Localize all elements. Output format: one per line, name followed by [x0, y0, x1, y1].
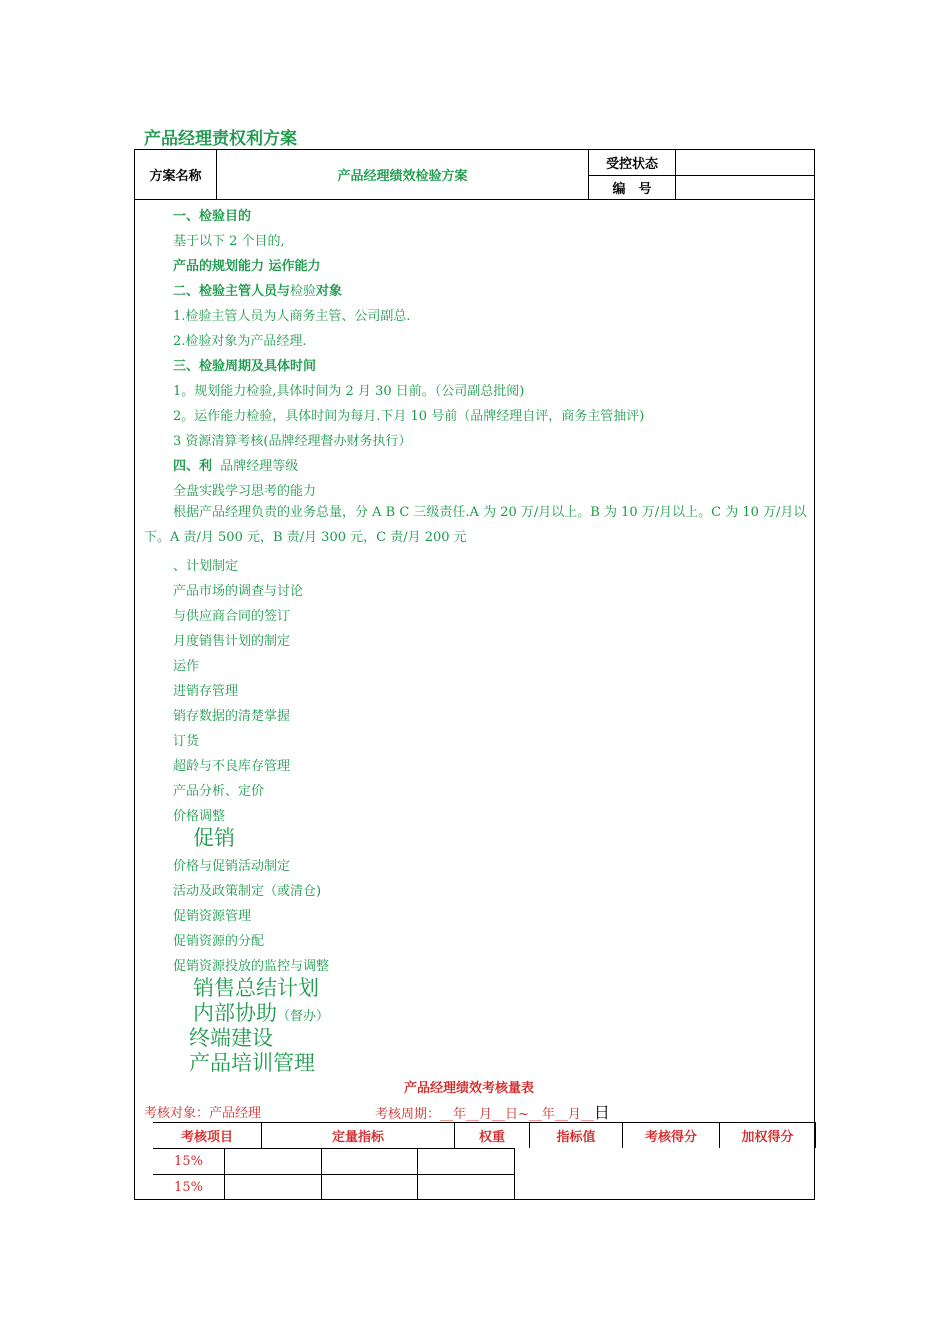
list-item: 销存数据的清楚掌握 — [173, 709, 291, 724]
heading-terminal-build: 终端建设 — [189, 1026, 273, 1050]
assessment-title: 产品经理绩效考核量表 — [404, 1081, 535, 1096]
row-empty-cell — [418, 1175, 515, 1200]
section3-line3: 3 资源清算考核(品牌经理督办财务执行） — [173, 434, 412, 449]
section4-line1: 全盘实践学习思考的能力 — [173, 484, 317, 499]
list-item: 月度销售计划的制定 — [173, 634, 291, 649]
section4-title-b: 品牌经理等级 — [220, 459, 299, 474]
section2-line2: 2.检验对象为产品经理. — [173, 334, 307, 349]
scheme-name-label: 方案名称 — [135, 150, 217, 199]
section1-line2: 产品的规划能力 运作能力 — [173, 259, 321, 274]
list-item: 超龄与不良库存管理 — [173, 759, 291, 774]
header-cell: 加权得分 — [720, 1123, 816, 1148]
assessment-period-label: 考核周期： — [375, 1107, 441, 1122]
section3-title-b: 周期及具体时间 — [225, 359, 317, 374]
section3-line1: 1。规划能力检验,具体时间为 2 月 30 日前。（公司副总批阅) — [173, 384, 525, 399]
list-item: 价格与促销活动制定 — [173, 859, 291, 874]
row-empty-cell — [322, 1149, 418, 1174]
list-item: 进销存管理 — [173, 684, 239, 699]
heading-internal-assist-note: （督办） — [277, 1009, 330, 1024]
row-item-cell: 15% — [153, 1175, 225, 1200]
section2-line1: 1.检验主管人员为人商务主管、公司副总. — [173, 309, 411, 324]
section3-line2: 2。运作能力检验，具体时间为每月.下月 10 号前（品牌经理自评，商务主管抽评) — [173, 409, 645, 424]
row-item-cell: 15% — [153, 1149, 225, 1174]
number-label: 编 号 — [589, 175, 676, 199]
list-item: 促销资源投放的监控与调整 — [173, 959, 330, 974]
section4-title — [173, 455, 298, 474]
list-item: 运作 — [173, 659, 200, 674]
assessment-target: 考核对象：产品经理 — [144, 1106, 262, 1121]
header-divider — [588, 175, 814, 176]
list-item: 活动及政策制定（或清仓) — [173, 884, 322, 899]
table-row — [153, 1174, 515, 1199]
section1-line1: 基于以下 2 个目的, — [173, 234, 285, 249]
section2-title — [173, 280, 342, 299]
assessment-period-value: __年__月__日~__年__月__ — [440, 1107, 594, 1122]
section2-title-d: 对象 — [316, 284, 343, 299]
section1-title: 一、检验目的 — [173, 209, 252, 224]
control-status-value — [676, 150, 814, 175]
heading-promotion: 促销 — [193, 826, 235, 850]
header-cell: 考核得分 — [623, 1123, 720, 1148]
heading-product-training: 产品培训管理 — [189, 1051, 315, 1075]
document-title: 产品经理责权利方案 — [144, 129, 297, 149]
header-cell: 定量指标 — [262, 1123, 455, 1148]
section2-title-c: 检验 — [290, 284, 317, 299]
header-cell: 考核项目 — [153, 1123, 262, 1148]
table-row — [153, 1148, 515, 1173]
section4-paragraph: 根据产品经理负责的业务总量，分 A B C 三级责任.A 为 20 万/月以上。B 为 10 万/月以上。C 为 10 万/月以下。A 责/月 500 元，B 责/月 300 元，C 责/月 200 元 — [144, 505, 807, 545]
assessment-period — [375, 1100, 610, 1123]
number-value — [676, 175, 814, 199]
heading-internal-assist-text: 内部协助 — [193, 1001, 277, 1025]
list-item: 与供应商合同的签订 — [173, 609, 291, 624]
assessment-header-row — [153, 1122, 816, 1147]
header-cell: 指标值 — [530, 1123, 623, 1148]
scheme-name-value: 产品经理绩效检验方案 — [217, 150, 589, 199]
section3-title — [173, 355, 316, 374]
list-item: 、计划制定 — [173, 559, 239, 574]
assessment-period-suffix: 日 — [593, 1103, 610, 1122]
row-empty-cell — [225, 1175, 322, 1200]
list-item: 价格调整 — [173, 809, 226, 824]
section3-title-a: 三、检验 — [173, 359, 226, 374]
section4-title-a: 四、利 — [173, 459, 213, 474]
row-empty-cell — [322, 1175, 418, 1200]
row-empty-cell — [418, 1149, 515, 1174]
row-empty-cell — [225, 1149, 322, 1174]
control-status-label: 受控状态 — [589, 150, 676, 175]
section2-title-a: 二、检验 — [173, 284, 226, 299]
section2-title-b: 主管人员与 — [225, 284, 291, 299]
header-table — [134, 149, 815, 200]
list-item: 促销资源的分配 — [173, 934, 265, 949]
list-item: 订货 — [173, 734, 200, 749]
header-cell: 权重 — [455, 1123, 530, 1148]
list-item: 产品分析、定价 — [173, 784, 265, 799]
list-item: 促销资源管理 — [173, 909, 252, 924]
heading-sales-summary: 销售总结计划 — [193, 976, 319, 1000]
list-item: 产品市场的调查与讨论 — [173, 584, 304, 599]
